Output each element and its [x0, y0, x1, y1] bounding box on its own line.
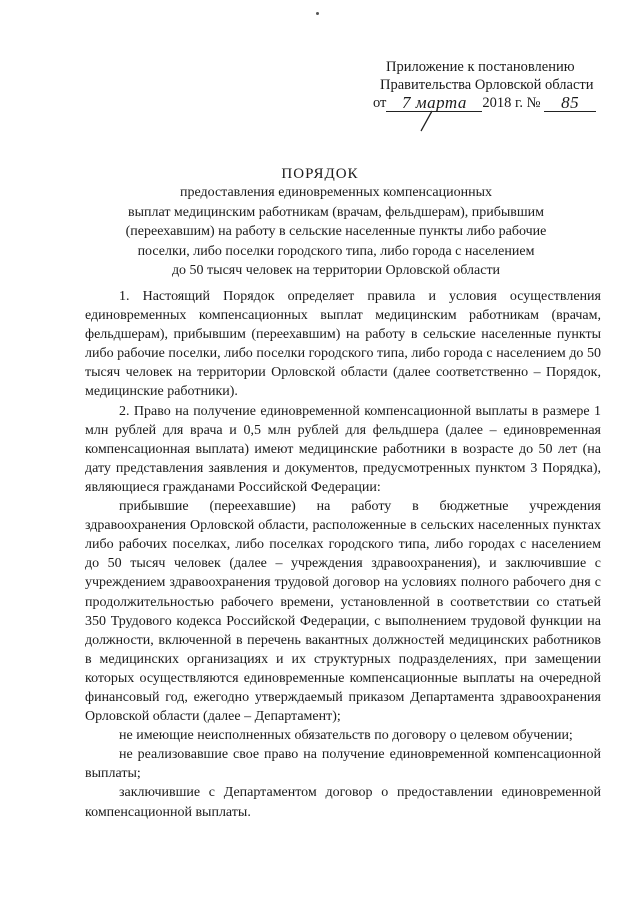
pen-stroke-mark	[418, 110, 434, 132]
attachment-header	[373, 58, 608, 112]
paragraph-condition-no-obligations: не имеющие неисполненных обязательств по договору о целевом обучении;	[119, 728, 573, 744]
handwritten-date: 7 марта	[401, 93, 467, 112]
document-body	[85, 287, 601, 822]
attachment-line-1: Приложение к постановлению	[386, 59, 575, 75]
scan-dot	[316, 12, 319, 15]
attachment-line-2: Правительства Орловской области	[380, 77, 594, 93]
paragraph-condition-arrived: прибывшие (переехавшие) на работу в бюджетные учреждения здравоохранения Орловской области, расположенные в сельских населенных пунктах либо рабочих поселках, либо поселках городского типа, либо городах с населением до 50 тысяч человек (далее – учреждения здравоохранения), и заключившие с учреждением здравоохранения трудовой договор на условиях полного рабочего дня с продолжительностью рабочего времени, установленной в соответствии со статьей 350 Трудового кодекса Российской Федерации, с выполнением трудовой функции на должности, включенной в перечень вакантных должностей медицинских работников в медицинских организациях и их структурных подразделениях, при замещении которых осуществляются единовременные компенсационные выплаты на очередной финансовый год, ежегодно утверждаемый приказом Департамента здравоохранения Орловской области (далее – Департамент);	[85, 499, 601, 725]
subtitle-line: до 50 тысяч человек на территории Орловской области	[171, 263, 501, 279]
paragraph-1: 1. Настоящий Порядок определяет правила и условия осуществления единовременных компенсационных выплат медицинским работникам (врачам, фельдшерам), прибывшим (переехавшим) на работу в сельские населенные пункты либо рабочие поселки, либо поселки городского типа, либо города с населением до 50 тысяч человек на территории Орловской области (далее соответственно – Порядок, медицинские работники).	[85, 289, 601, 400]
attachment-line-3	[373, 94, 608, 112]
paragraph-2: 2. Право на получение единовременной компенсационной выплаты в размере 1 млн рублей для врача и 0,5 млн рублей для фельдшера (далее – единовременная компенсационная выплата) имеют медицинские работники в возрасте до 50 лет (на дату представления заявления и документов, предусмотренных пунктом 3 Порядка), являющиеся гражданами Российской Федерации:	[85, 403, 601, 495]
subtitle-line: предоставления единовременных компенсационных	[179, 185, 493, 200]
paragraph-condition-contract: заключившие с Департаментом договор о предоставлении единовременной компенсационной выплаты.	[85, 785, 601, 820]
date-prefix: от	[373, 95, 387, 111]
subtitle-line: поселки, либо поселки городского типа, либо города с населением	[137, 243, 535, 259]
paragraph-condition-not-realized: не реализовавшие свое право на получение единовременной компенсационной выплаты;	[85, 747, 601, 782]
year-and-number-label: 2018 г. №	[482, 95, 541, 111]
subtitle-line: (переехавшим) на работу в сельские населенные пункты либо рабочие	[125, 224, 547, 240]
subtitle-line: выплат медицинским работникам (врачам, фельдшерам), прибывшим	[127, 204, 545, 220]
document-title: ПОРЯДОК	[281, 166, 359, 182]
handwritten-number: 85	[561, 93, 580, 112]
document-subtitle	[96, 183, 576, 281]
